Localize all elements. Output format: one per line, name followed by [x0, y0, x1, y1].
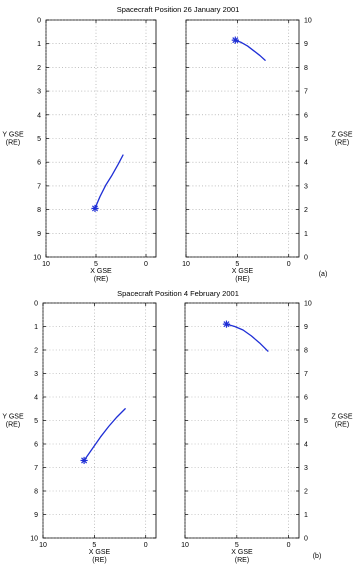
y-tick-label: 2 [34, 347, 38, 355]
y-tick-label: 3 [37, 88, 41, 96]
y-tick-label: 5 [37, 136, 41, 143]
y-tick-label: 3 [34, 371, 38, 378]
figure-a-title: Spacecraft Position 26 January 2001 [116, 5, 240, 14]
y-tick-label: 0 [304, 254, 308, 262]
y-tick-label: 6 [304, 394, 308, 402]
y-tick-label: 4 [37, 112, 41, 120]
y-tick-label: 7 [304, 371, 308, 378]
x-tick-label: 0 [286, 542, 291, 549]
y-tick-label: 9 [37, 230, 41, 238]
y-tick-label: 1 [304, 512, 308, 519]
start-position-marker [232, 37, 239, 44]
y-tick-label: 1 [37, 41, 41, 49]
y-axis-label-line-1: Y GSE [2, 413, 24, 421]
x-tick-label: 0 [144, 261, 148, 268]
y-tick-label: 4 [304, 159, 308, 167]
y-tick-label: 4 [304, 441, 308, 449]
x-tick-label: 0 [286, 261, 291, 268]
x-axis-label-line-2: (RE) [235, 276, 250, 283]
x-tick-label: 5 [235, 261, 240, 268]
start-position-marker [91, 205, 98, 212]
y-tick-label: 7 [37, 183, 41, 191]
chart-panel-2 [182, 18, 353, 284]
x-axis-label-line-1: X GSE [90, 268, 112, 275]
y-tick-label: 5 [304, 136, 308, 143]
x-tick-label: 10 [39, 542, 47, 549]
z-axis-label-line-2: (RE) [334, 139, 350, 147]
y-tick-label: 8 [304, 347, 308, 355]
figure-a-label: (a) [318, 271, 328, 278]
z-axis-label-line-1: Z GSE [331, 413, 353, 421]
y-axis-label-line-2: (RE) [5, 139, 21, 147]
y-tick-label: 0 [37, 17, 41, 25]
start-position-marker [80, 457, 87, 464]
x-axis-label-line-2: (RE) [234, 557, 250, 564]
y-tick-label: 3 [304, 465, 308, 472]
y-tick-label: 9 [304, 324, 308, 331]
y-tick-label: 7 [34, 465, 38, 472]
y-tick-label: 2 [37, 64, 41, 72]
x-tick-label: 10 [182, 261, 190, 268]
y-tick-label: 8 [34, 488, 38, 496]
y-tick-label: 0 [34, 300, 38, 308]
y-tick-label: 10 [33, 254, 41, 262]
x-axis-label-line-1: X GSE [231, 268, 254, 275]
y-tick-label: 9 [34, 512, 38, 519]
x-tick-label: 10 [181, 542, 189, 549]
chart-panel-1 [2, 18, 156, 284]
y-tick-label: 5 [304, 418, 308, 425]
figure-b-label: (b) [312, 553, 322, 560]
y-tick-label: 3 [304, 183, 308, 191]
x-axis-label-line-2: (RE) [93, 276, 109, 283]
z-axis-label-line-2: (RE) [334, 421, 350, 429]
y-tick-label: 2 [304, 207, 308, 215]
y-tick-label: 1 [34, 324, 38, 331]
chart-panel-4 [181, 301, 353, 564]
y-axis-label-line-2: (RE) [5, 421, 21, 429]
y-tick-label: 8 [304, 64, 308, 72]
y-tick-label: 0 [304, 535, 308, 543]
y-tick-label: 6 [37, 159, 41, 167]
y-tick-label: 6 [34, 441, 38, 449]
x-tick-label: 0 [143, 542, 148, 549]
y-axis-label-line-1: Y GSE [2, 131, 24, 139]
y-tick-label: 1 [304, 230, 308, 238]
x-axis-label-line-2: (RE) [92, 557, 107, 564]
figure-b-title: Spacecraft Position 4 February 2001 [117, 289, 239, 298]
x-tick-label: 5 [92, 542, 97, 549]
y-tick-label: 4 [34, 394, 38, 402]
x-tick-label: 10 [42, 261, 50, 268]
y-tick-label: 7 [304, 88, 308, 96]
chart-panel-3 [2, 301, 156, 564]
y-tick-label: 10 [304, 17, 312, 25]
x-axis-label-line-1: X GSE [88, 549, 111, 556]
y-tick-label: 10 [30, 535, 38, 543]
y-tick-label: 5 [34, 418, 38, 425]
y-tick-label: 10 [304, 300, 312, 308]
x-axis-label-line-1: X GSE [231, 549, 253, 556]
z-axis-label-line-1: Z GSE [331, 131, 353, 139]
start-position-marker [223, 321, 230, 328]
x-tick-label: 5 [234, 542, 239, 549]
x-tick-label: 5 [94, 261, 98, 268]
y-tick-label: 9 [304, 41, 308, 49]
y-tick-label: 6 [304, 112, 308, 120]
y-tick-label: 2 [304, 488, 308, 496]
y-tick-label: 8 [37, 207, 41, 215]
